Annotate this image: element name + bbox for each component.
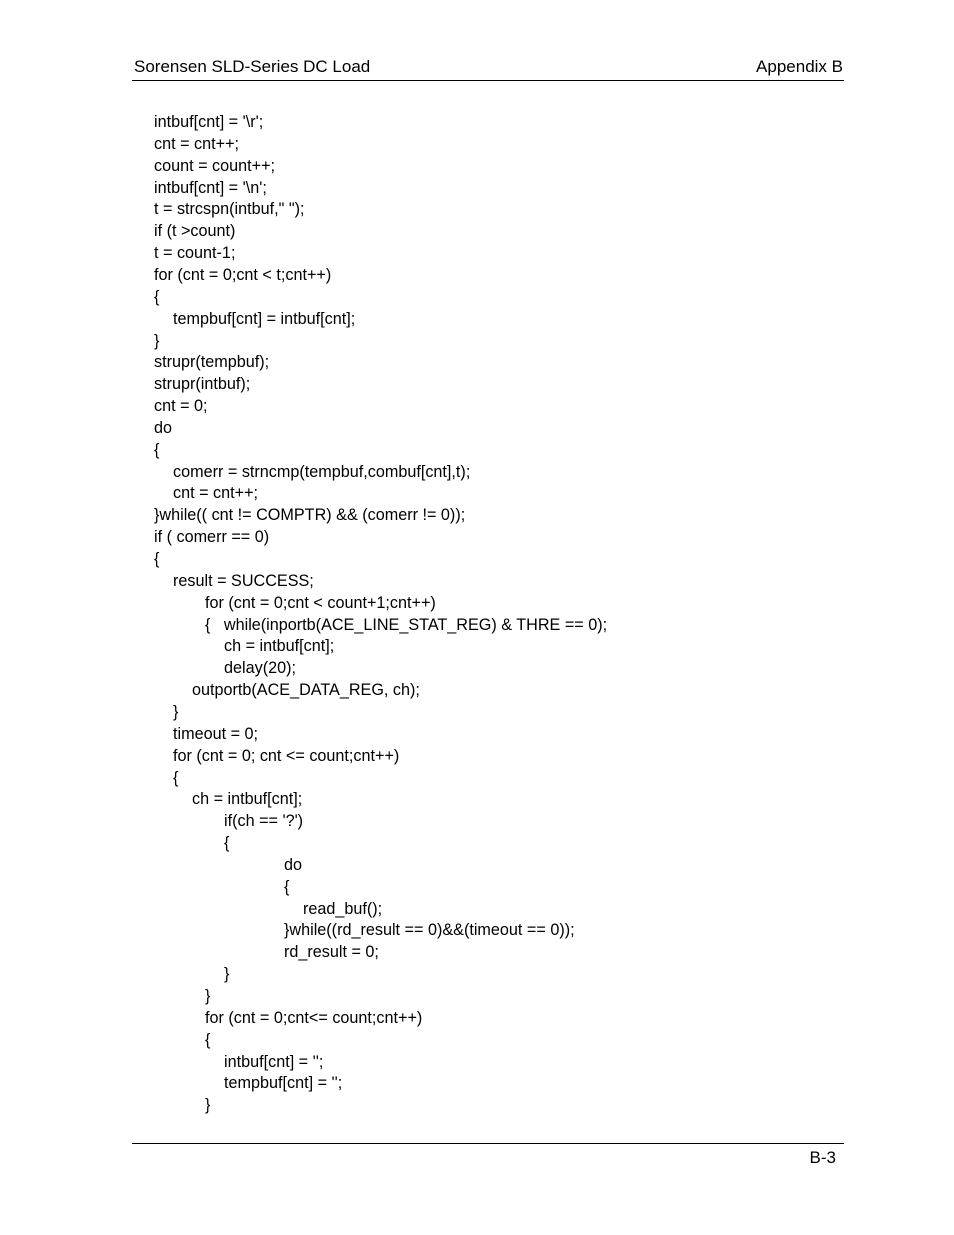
code-line: delay(20); [224, 659, 296, 678]
code-line: } [154, 331, 160, 350]
code-line: intbuf[cnt] = ''; [224, 1052, 324, 1071]
code-line: } [173, 702, 179, 721]
page-number: B-3 [809, 1148, 836, 1167]
code-line: intbuf[cnt] = '\n'; [154, 178, 267, 197]
code-line: strupr(intbuf); [154, 375, 251, 394]
code-line: comerr = strncmp(tempbuf,combuf[cnt],t); [173, 462, 471, 481]
code-line: read_buf(); [303, 899, 383, 918]
code-line: intbuf[cnt] = '\r'; [154, 113, 264, 131]
code-line: if (t >count) [154, 222, 236, 241]
code-line: { [154, 440, 160, 459]
code-line: } [205, 1096, 211, 1115]
code-line: timeout = 0; [173, 724, 259, 743]
code-line: { while(inportb(ACE_LINE_STAT_REG) & THRE == 0); [205, 615, 608, 634]
code-line: ch = intbuf[cnt]; [224, 637, 335, 656]
code-line: } [205, 987, 211, 1005]
code-line: do [284, 855, 303, 874]
header-divider [132, 80, 844, 81]
code-line: } [224, 965, 230, 984]
code-line: for (cnt = 0;cnt < count+1;cnt++) [205, 593, 436, 612]
code-line: cnt = cnt++; [154, 134, 240, 153]
code-line: ch = intbuf[cnt]; [192, 790, 303, 809]
code-line: count = count++; [154, 156, 276, 175]
code-line: if(ch == '?') [224, 812, 304, 831]
code-line: t = strcspn(intbuf," "); [154, 200, 305, 219]
code-line: { [154, 550, 160, 568]
code-line: }while(( cnt != COMPTR) && (comerr != 0)); [154, 506, 466, 525]
code-line: { [154, 287, 160, 306]
header-title: Sorensen SLD-Series DC Load [134, 57, 371, 76]
code-line: cnt = cnt++; [173, 484, 259, 503]
code-line: { [173, 768, 179, 787]
code-line: }while((rd_result == 0)&&(timeout == 0)); [284, 921, 575, 940]
code-line: strupr(tempbuf); [154, 353, 270, 372]
code-line: tempbuf[cnt] = intbuf[cnt]; [173, 309, 356, 328]
code-line: rd_result = 0; [284, 943, 379, 962]
footer-divider [132, 1143, 844, 1144]
header-section: Appendix B [756, 57, 843, 76]
code-line: result = SUCCESS; [173, 571, 314, 590]
code-line: do [154, 418, 173, 437]
code-line: tempbuf[cnt] = ''; [224, 1074, 343, 1093]
code-line: { [224, 834, 230, 853]
code-line: for (cnt = 0;cnt<= count;cnt++) [205, 1008, 423, 1027]
code-line: cnt = 0; [154, 397, 208, 416]
code-line: if ( comerr == 0) [154, 528, 270, 547]
code-line: { [284, 877, 290, 896]
code-line: t = count-1; [154, 244, 236, 263]
code-line: { [205, 1030, 211, 1049]
code-line: outportb(ACE_DATA_REG, ch); [192, 681, 420, 700]
code-line: for (cnt = 0;cnt < t;cnt++) [154, 265, 332, 284]
code-line: for (cnt = 0; cnt <= count;cnt++) [173, 746, 400, 765]
